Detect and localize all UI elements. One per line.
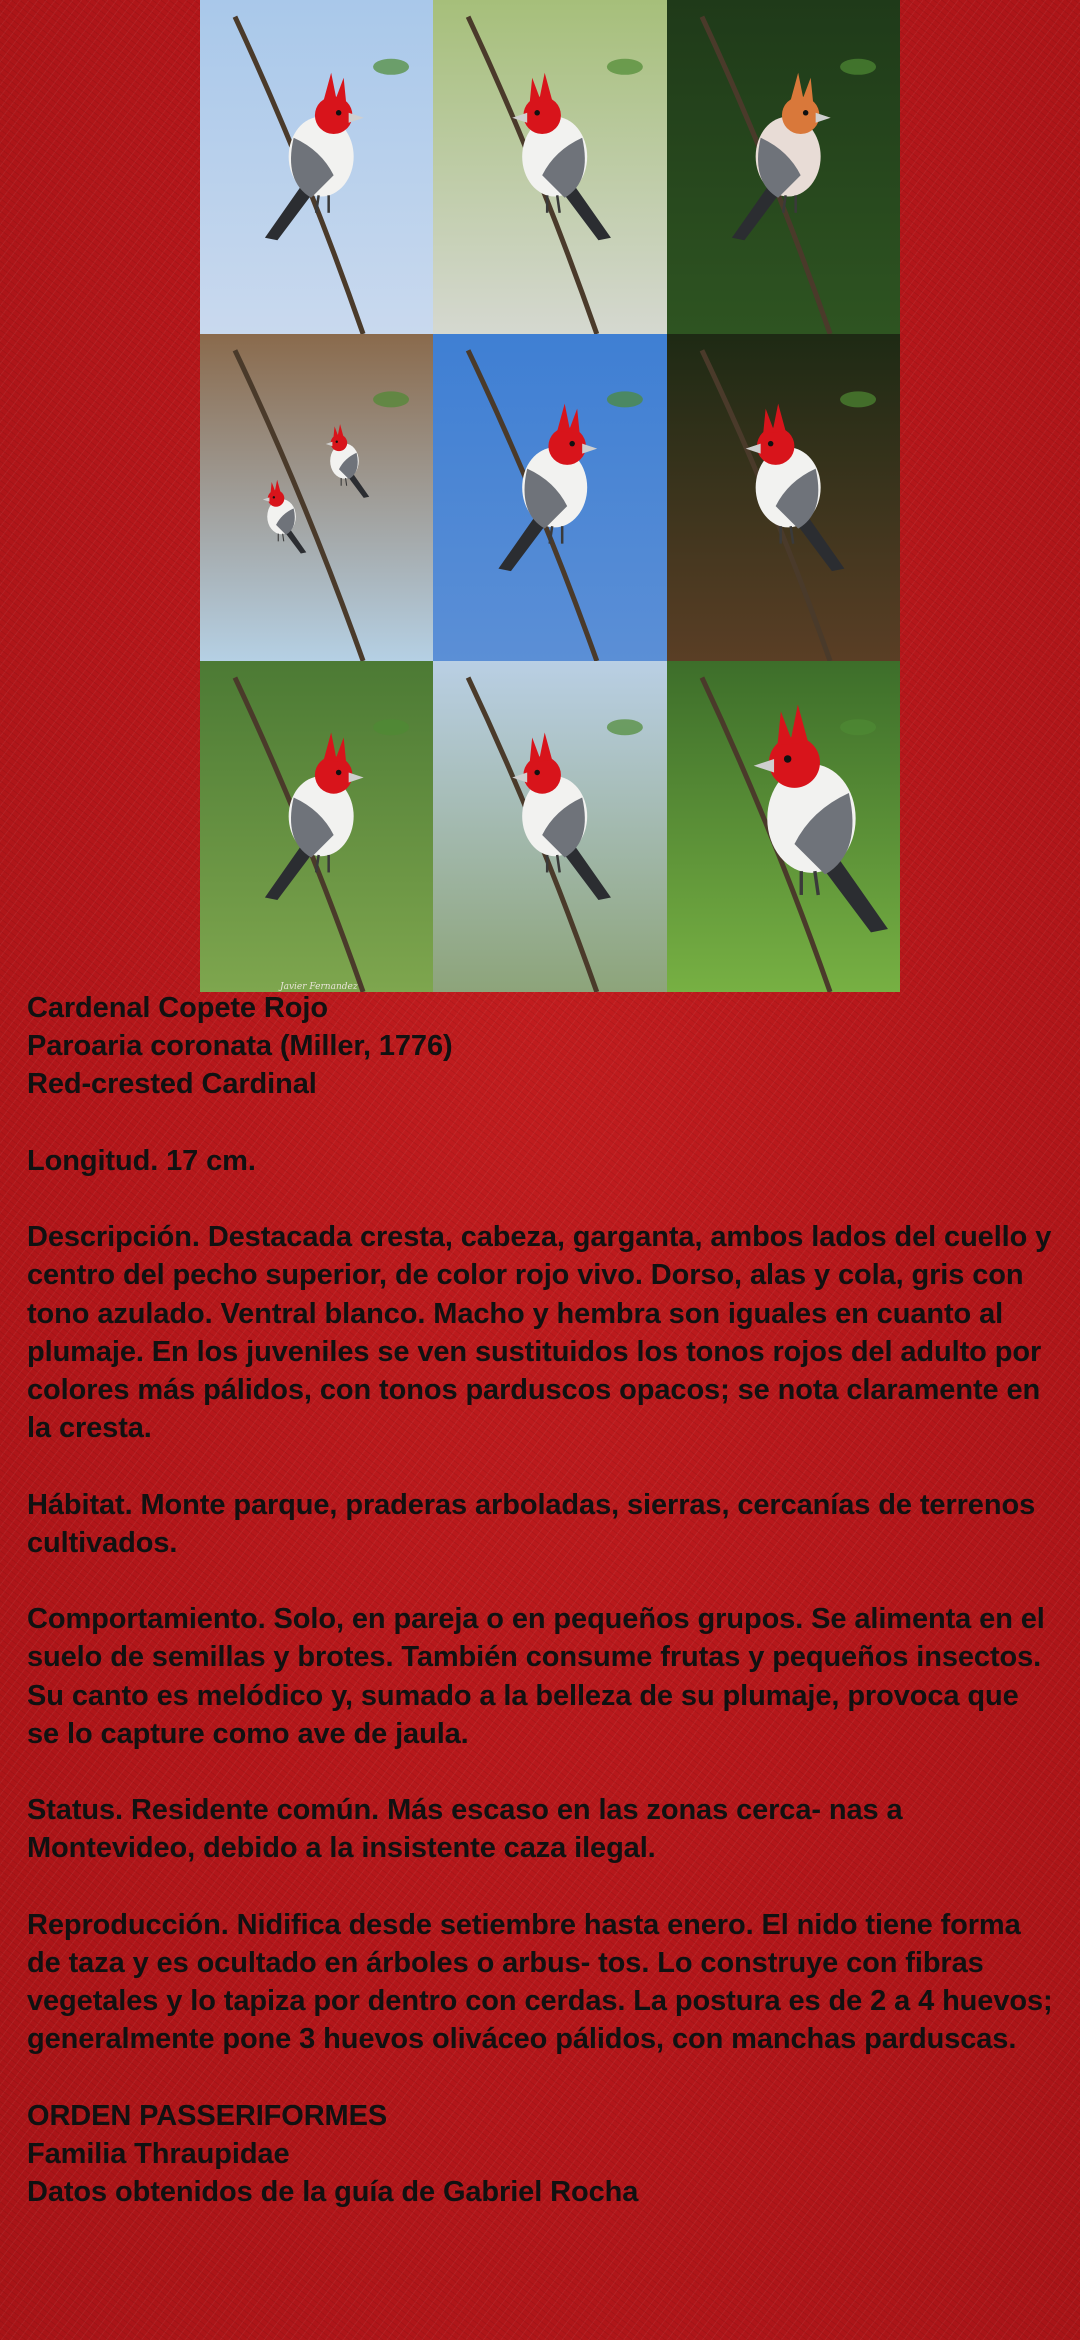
leaf-shape	[373, 391, 409, 407]
cardinal-photo-icon	[667, 334, 900, 661]
cardinal-photo-icon	[433, 0, 667, 334]
behavior-text: Comportamiento. Solo, en pareja o en pequeños grupos. Se alimenta en el suelo de semillas y brotes. También consume frutas y pequeños insectos. Su canto es melódico y, sumado a la belleza de su plumaje, provoca que se lo capture como ave de jaula.	[27, 1603, 1045, 1750]
cardinal-photo-icon	[433, 661, 667, 992]
cardinal-photo-icon	[667, 0, 900, 334]
leaf-shape	[840, 719, 876, 735]
bird-photo-7	[200, 661, 433, 992]
spacer	[27, 1447, 1057, 1485]
source-text: Datos obtenidos de la guía de Gabriel Rocha	[27, 2176, 639, 2209]
cardinal-photo-icon	[433, 334, 667, 661]
scientific-name: Paroaria coronata (Miller, 1776)	[27, 1030, 453, 1063]
leaf-shape	[607, 59, 643, 75]
bird-photo-2	[433, 0, 667, 334]
leaf-shape	[840, 391, 876, 407]
cardinal-photo-icon	[200, 334, 433, 661]
spacer	[27, 1104, 1057, 1142]
family-text: Familia Thraupidae	[27, 2137, 290, 2170]
cardinal-photo-icon	[200, 661, 433, 992]
bird-photo-8	[433, 661, 667, 992]
bird-photo-3	[667, 0, 900, 334]
common-name: Cardenal Copete Rojo	[27, 992, 328, 1024]
bird-photo-9	[667, 661, 900, 992]
leaf-shape	[607, 719, 643, 735]
status-text: Status. Residente común. Más escaso en las zonas cerca- nas a Montevideo, debido a la insistente caza ilegal.	[27, 1794, 903, 1865]
spacer	[27, 1562, 1057, 1600]
bird-photo-6	[667, 334, 900, 661]
photo-collage	[200, 0, 900, 992]
bird-photo-4	[200, 334, 433, 661]
bird-photo-5	[433, 334, 667, 661]
spacer	[27, 1753, 1057, 1791]
leaf-shape	[607, 391, 643, 407]
leaf-shape	[373, 719, 409, 735]
spacer	[27, 1868, 1057, 1906]
cardinal-photo-icon	[200, 0, 433, 334]
cardinal-photo-icon	[667, 661, 900, 992]
leaf-shape	[373, 59, 409, 75]
spacer	[27, 1180, 1057, 1218]
leaf-shape	[840, 59, 876, 75]
english-name: Red-crested Cardinal	[27, 1068, 317, 1101]
species-info	[27, 989, 1057, 2211]
reproduction-text: Reproducción. Nidifica desde setiembre hasta enero. El nido tiene forma de taza y es ocultado en árboles o arbus- tos. Lo construye con fibras vegetales y lo tapiza por dentro con cerdas. La postura es de 2 a 4 huevos; generalmente pone 3 huevos oliváceo pálidos, con manchas parduscas.	[27, 1908, 1053, 2056]
photo-credit: Javier Fernandez	[280, 982, 358, 992]
habitat-text: Hábitat. Monte parque, praderas arboladas, sierras, cercanías de terrenos cultivados.	[27, 1488, 1036, 1559]
order-text: ORDEN PASSERIFORMES	[27, 2099, 388, 2132]
spacer	[27, 2059, 1057, 2097]
bird-photo-1	[200, 0, 433, 334]
length-text: Longitud. 17 cm.	[27, 1144, 256, 1177]
description-text: Descripción. Destacada cresta, cabeza, garganta, ambos lados del cuello y centro del pecho superior, de color rojo vivo. Dorso, alas y cola, gris con tono azulado. Ventral blanco. Macho y hembra son iguales en cuanto al plumaje. En los juveniles se ven sustituidos los tonos rojos del adulto por colores más pálidos, con tonos parduscos opacos; se nota claramente en la cresta.	[27, 1221, 1052, 1445]
